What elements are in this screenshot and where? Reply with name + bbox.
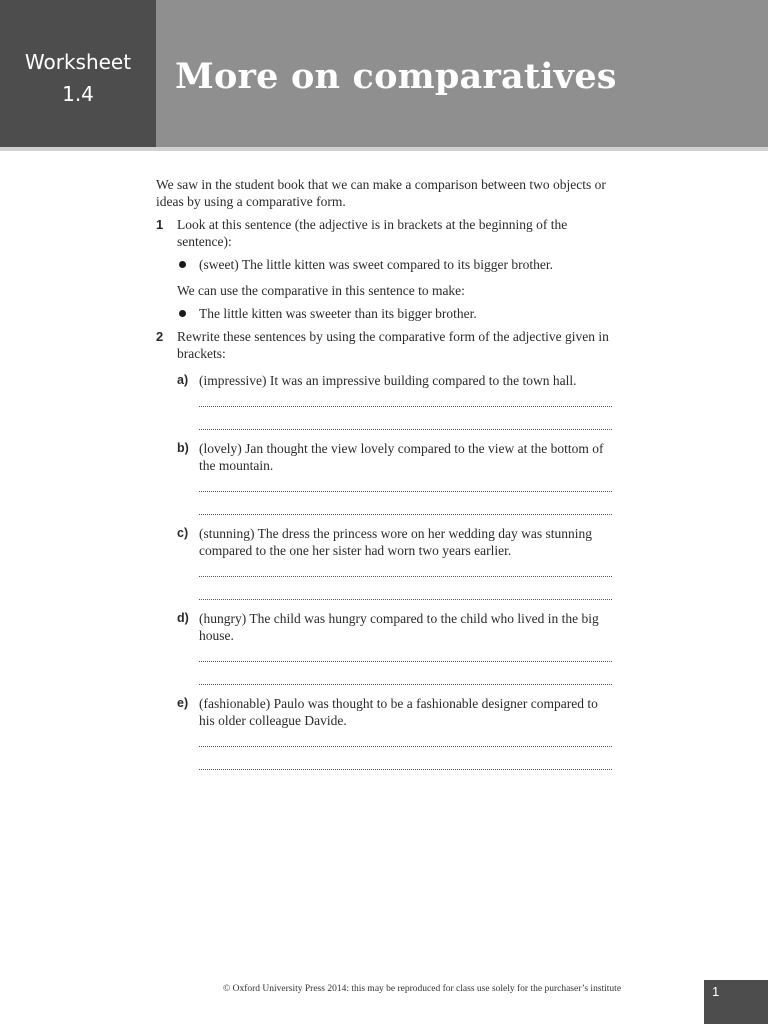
answer-line[interactable]: [199, 746, 612, 747]
sub-question-c: [177, 525, 612, 600]
answer-line[interactable]: [199, 769, 612, 770]
sub-question-label: d): [177, 611, 189, 625]
explanation-text: We can use the comparative in this sentence to make:: [177, 283, 465, 298]
sub-question-b: [177, 440, 612, 515]
bullet-icon: [179, 310, 186, 317]
sub-question-label: a): [177, 373, 189, 387]
bullet-icon: [179, 261, 186, 268]
question-1: [156, 216, 612, 322]
header-rule: [0, 147, 768, 151]
answer-line[interactable]: [199, 576, 612, 577]
answer-line[interactable]: [199, 661, 612, 662]
sub-question-label: b): [177, 441, 189, 455]
sub-question-text: (fashionable) Paulo was thought to be a fashionable designer compared to his older colleague Davide.: [199, 696, 598, 728]
sub-question-label: c): [177, 526, 189, 540]
answer-line[interactable]: [199, 514, 612, 515]
answer-line[interactable]: [199, 429, 612, 430]
sub-question-e: [177, 695, 612, 770]
worksheet-badge: [0, 0, 156, 147]
page-number: 1: [712, 984, 720, 999]
answer-line[interactable]: [199, 491, 612, 492]
worksheet-label: Worksheet: [24, 50, 132, 74]
worksheet-content: [156, 176, 612, 770]
question-text: Look at this sentence (the adjective is in brackets at the beginning of the sentence):: [177, 217, 568, 249]
sub-question-text: (hungry) The child was hungry compared to the child who lived in the big house.: [199, 611, 599, 643]
answer-sentence: The little kitten was sweeter than its bigger brother.: [199, 306, 477, 321]
page-number-box: [704, 980, 768, 1024]
worksheet-number: 1.4: [62, 82, 94, 106]
sub-question-text: (lovely) Jan thought the view lovely compared to the view at the bottom of the mountain.: [199, 441, 604, 473]
bullet-item: [177, 256, 612, 273]
page-title: More on comparatives: [175, 56, 617, 97]
answer-line[interactable]: [199, 684, 612, 685]
intro-text: We saw in the student book that we can make a comparison between two objects or ideas by using a comparative form.: [156, 177, 606, 209]
sub-question-text: (impressive) It was an impressive building compared to the town hall.: [199, 373, 577, 388]
sub-question-label: e): [177, 696, 189, 710]
question-number: 1: [156, 217, 164, 232]
question-text: Rewrite these sentences by using the comparative form of the adjective given in brackets:: [177, 329, 609, 361]
answer-line[interactable]: [199, 599, 612, 600]
sub-question-d: [177, 610, 612, 685]
bullet-item: [177, 305, 612, 322]
question-2: [156, 328, 612, 770]
answer-line[interactable]: [199, 406, 612, 407]
sub-question-text: (stunning) The dress the princess wore on her wedding day was stunning compared to the one her sister had worn two years earlier.: [199, 526, 593, 558]
question-number: 2: [156, 329, 164, 344]
example-sentence: (sweet) The little kitten was sweet compared to its bigger brother.: [199, 257, 554, 272]
sub-question-a: [177, 372, 612, 430]
copyright-notice: © Oxford University Press 2014: this may be reproduced for class use solely for the purchaser’s institute: [223, 984, 622, 994]
